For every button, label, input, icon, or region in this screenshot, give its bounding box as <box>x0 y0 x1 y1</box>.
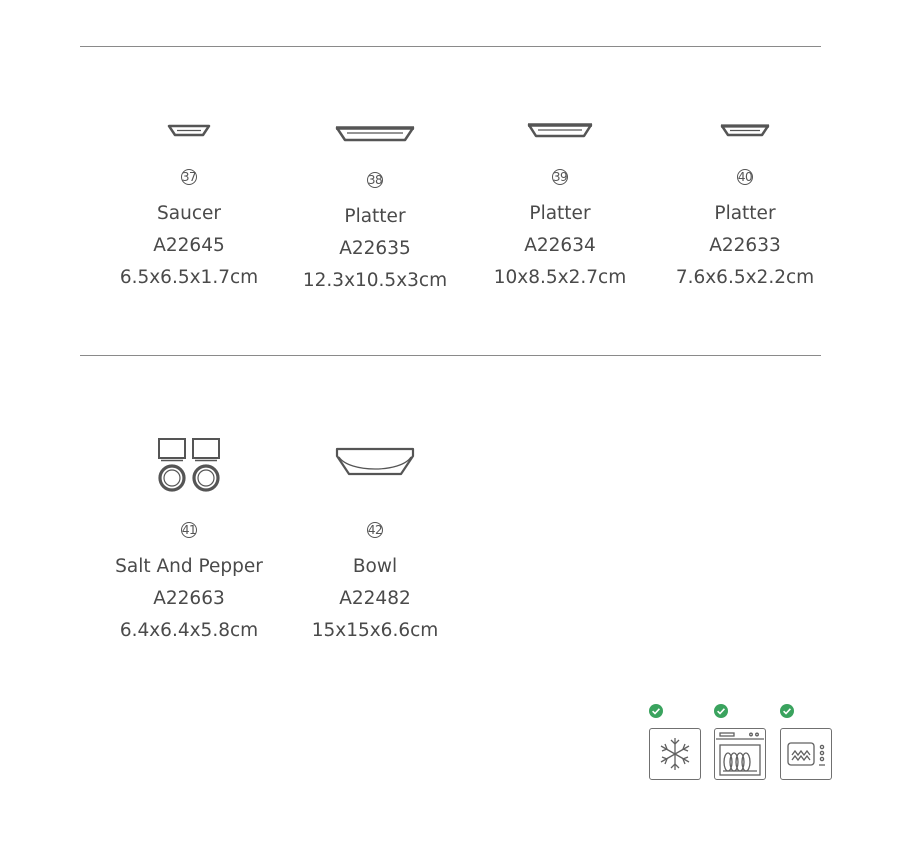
product-code: A22482 <box>339 588 411 609</box>
microwave-safe-icon <box>780 728 832 780</box>
care-dishwasher-safe <box>714 704 766 780</box>
platter-small-icon <box>720 122 770 140</box>
product-code: A22635 <box>339 238 411 259</box>
product-code: A22663 <box>153 588 225 609</box>
product-bowl <box>285 437 465 647</box>
product-name: Saucer <box>157 203 221 224</box>
salt-and-pepper-icon <box>156 437 222 495</box>
product-name: Salt And Pepper <box>115 556 263 577</box>
product-name: Platter <box>344 206 406 227</box>
product-platter-small <box>655 108 835 294</box>
product-size: 6.5x6.5x1.7cm <box>119 267 259 288</box>
care-microwave-safe <box>780 704 832 780</box>
care-freezer-safe <box>649 704 701 780</box>
product-salt-and-pepper <box>99 437 279 647</box>
item-number: 39 <box>552 170 568 184</box>
saucer-icon <box>167 123 211 139</box>
product-code: A22634 <box>524 235 596 256</box>
product-name: Platter <box>714 203 776 224</box>
check-icon <box>780 704 794 718</box>
item-number: 40 <box>737 170 753 184</box>
item-number: 37 <box>181 170 197 184</box>
product-size: 12.3x10.5x3cm <box>302 270 448 291</box>
platter-medium-icon <box>527 120 593 142</box>
product-size: 6.4x6.4x5.8cm <box>119 620 259 641</box>
freezer-safe-icon <box>649 728 701 780</box>
product-platter-medium <box>470 108 650 294</box>
item-number: 41 <box>181 523 197 537</box>
check-icon <box>714 704 728 718</box>
product-code: A22633 <box>709 235 781 256</box>
item-number: 42 <box>367 523 383 537</box>
top-divider <box>80 46 821 47</box>
bowl-icon <box>335 447 415 487</box>
product-code: A22645 <box>153 235 225 256</box>
platter-large-icon <box>335 122 415 146</box>
middle-divider <box>80 355 821 356</box>
product-platter-large <box>285 111 465 297</box>
product-size: 15x15x6.6cm <box>311 620 439 641</box>
dishwasher-safe-icon <box>714 728 766 780</box>
product-name: Bowl <box>352 556 398 577</box>
product-size: 10x8.5x2.7cm <box>493 267 627 288</box>
check-icon <box>649 704 663 718</box>
product-size: 7.6x6.5x2.2cm <box>675 267 815 288</box>
product-saucer <box>99 108 279 294</box>
item-number: 38 <box>367 173 383 187</box>
product-name: Platter <box>529 203 591 224</box>
